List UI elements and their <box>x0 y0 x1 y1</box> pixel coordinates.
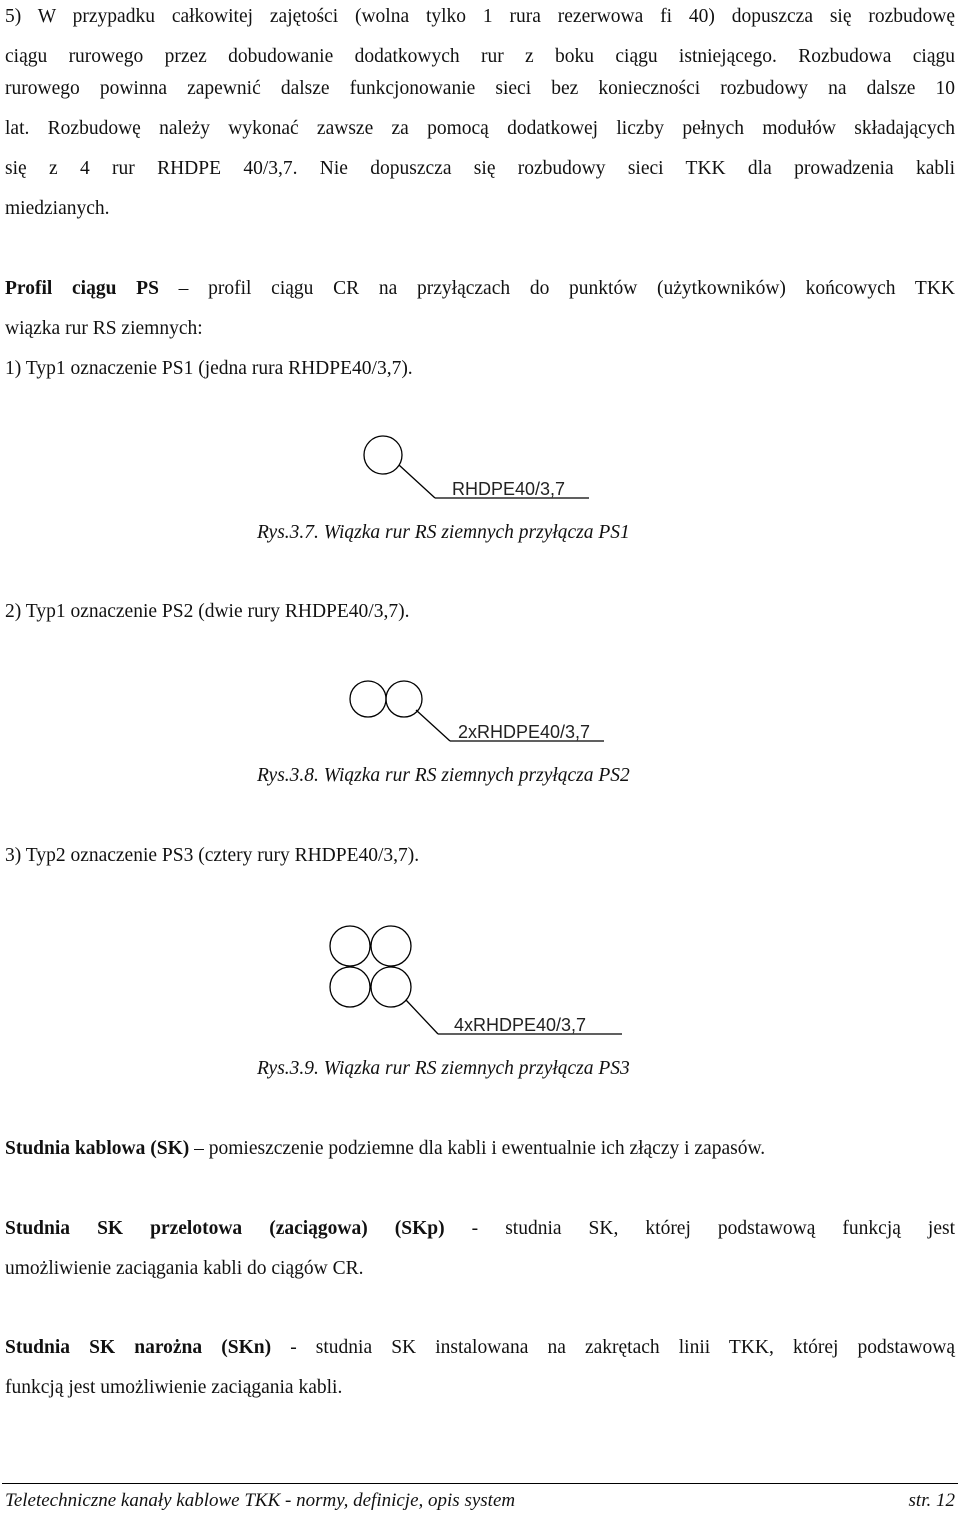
leader-line <box>399 465 435 498</box>
type2-label: 2) Typ1 oznaczenie PS2 (dwie rury RHDPE40/3,7). <box>5 601 410 622</box>
definition-skn-text: - studnia SK instalowana na zakrętach linii TKK, której podstawową <box>271 1337 956 1358</box>
figure-ps3-caption: Rys.3.9. Wiązka rur RS ziemnych przyłącza PS3 <box>257 1058 630 1079</box>
profile-term: Profil ciągu PS <box>5 278 159 299</box>
figure-ps2-label: 2xRHDPE40/3,7 <box>458 722 591 742</box>
leader-line <box>406 1000 438 1034</box>
figure-ps1 <box>360 434 600 506</box>
figure-ps3 <box>326 922 626 1040</box>
definition-skp-term: Studnia SK przelotowa (zaciągowa) (SKp) <box>5 1218 445 1239</box>
para5-line-1: 5) W przypadku całkowitej zajętości (wolna tylko 1 rura rezerwowa fi 40) dopuszcza się rozbudowę <box>5 6 955 27</box>
figure-ps1-caption: Rys.3.7. Wiązka rur RS ziemnych przyłącza PS1 <box>257 522 630 543</box>
pipe-circle-icon <box>330 967 370 1007</box>
definition-skn-line-2: funkcją jest umożliwienie zaciągania kabli. <box>5 1377 343 1398</box>
figure-ps3-label: 4xRHDPE40/3,7 <box>454 1015 587 1035</box>
figure-ps1-label: RHDPE40/3,7 <box>452 479 566 499</box>
profile-definition-line-1 <box>5 277 955 301</box>
profile-definition-text: – profil ciągu CR na przyłączach do punktów (użytkowników) końcowych TKK <box>158 278 955 299</box>
definition-skp-line-2: umożliwienie zaciągania kabli do ciągów CR. <box>5 1258 364 1279</box>
pipe-circle-icon <box>371 967 411 1007</box>
definition-sk-text: – pomieszczenie podziemne dla kabli i ewentualnie ich złączy i zapasów. <box>189 1138 766 1159</box>
profile-definition-line-2: wiązka rur RS ziemnych: <box>5 318 203 339</box>
type3-label: 3) Typ2 oznaczenie PS3 (cztery rury RHDPE40/3,7). <box>5 845 420 866</box>
para5-line-2: ciągu rurowego przez dobudowanie dodatkowych rur z boku ciągu istniejącego. Rozbudowa ciągu <box>5 46 955 67</box>
pipe-circle-icon <box>330 926 370 966</box>
definition-sk-term: Studnia kablowa (SK) <box>5 1138 190 1159</box>
type1-label: 1) Typ1 oznaczenie PS1 (jedna rura RHDPE40/3,7). <box>5 358 413 379</box>
leader-line <box>416 710 450 741</box>
para5-line-3: rurowego powinna zapewnić dalsze funkcjonowanie sieci bez konieczności rozbudowy na dalsze 10 <box>5 78 955 99</box>
footer-page-number: str. 12 <box>908 1490 955 1511</box>
para5-line-6: miedzianych. <box>5 198 110 219</box>
footer-title: Teletechniczne kanały kablowe TKK - normy, definicje, opis system <box>5 1490 516 1511</box>
footer-divider <box>2 1483 958 1484</box>
para5-line-4: lat. Rozbudowę należy wykonać zawsze za pomocą dodatkowej liczby pełnych modułów składających <box>5 118 955 139</box>
definition-skp-line-1 <box>5 1217 955 1241</box>
pipe-circle-icon <box>371 926 411 966</box>
definition-sk <box>5 1137 955 1161</box>
definition-skn-term: Studnia SK narożna (SKn) <box>5 1337 272 1358</box>
figure-ps2 <box>346 677 616 749</box>
para5-line-5: się z 4 rur RHDPE 40/3,7. Nie dopuszcza się rozbudowy sieci TKK dla prowadzenia kabli <box>5 158 955 179</box>
figure-ps2-caption: Rys.3.8. Wiązka rur RS ziemnych przyłącza PS2 <box>257 765 630 786</box>
pipe-circle-icon <box>386 681 422 717</box>
definition-skp-text: - studnia SK, której podstawową funkcją jest <box>444 1218 956 1239</box>
pipe-circle-icon <box>364 436 402 474</box>
pipe-circle-icon <box>350 681 386 717</box>
definition-skn-line-1 <box>5 1336 955 1360</box>
